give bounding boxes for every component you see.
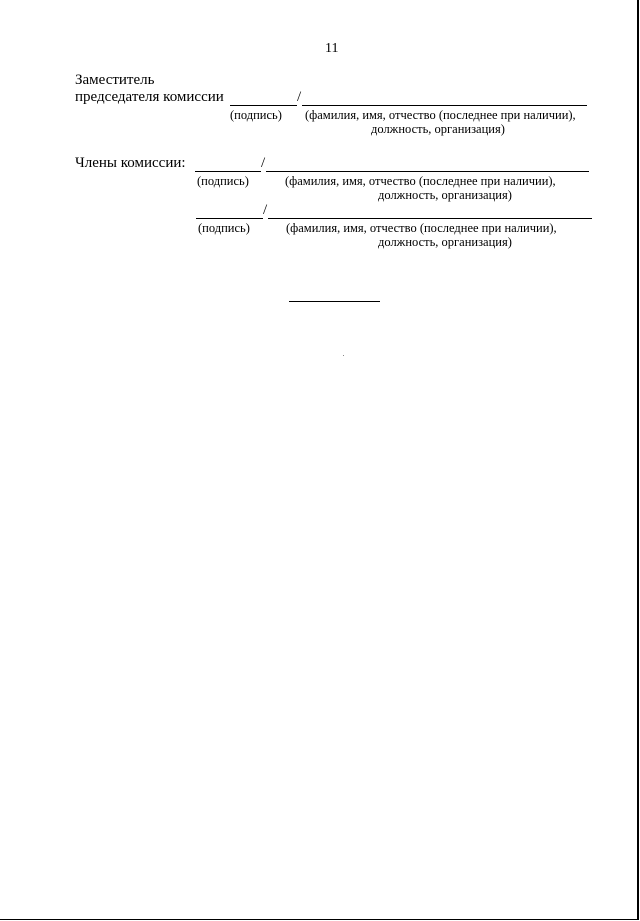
member-separator-slash: /	[261, 155, 266, 171]
deputy-separator-slash: /	[297, 89, 302, 105]
member-signature-line	[195, 171, 261, 172]
deputy-signature-caption: (подпись)	[230, 108, 282, 122]
member-name-caption-line2: должность, организация)	[378, 235, 512, 249]
deputy-name-caption-line1: (фамилия, имя, отчество (последнее при наличии),	[305, 108, 576, 122]
member-signature-line	[196, 218, 263, 219]
deputy-name-line	[302, 105, 587, 106]
deputy-signature-line	[230, 105, 297, 106]
member-name-caption-line1: (фамилия, имя, отчество (последнее при наличии),	[286, 221, 557, 235]
scan-speck	[343, 355, 344, 356]
member-signature-caption: (подпись)	[197, 174, 249, 188]
deputy-name-caption-line2: должность, организация)	[371, 122, 505, 136]
member-separator-slash: /	[263, 202, 268, 218]
member-name-caption-line2: должность, организация)	[378, 188, 512, 202]
member-name-line	[268, 218, 592, 219]
closing-rule	[289, 301, 380, 302]
deputy-label-line2: председателя комиссии	[75, 89, 224, 105]
members-label: Члены комиссии:	[75, 155, 186, 171]
page-number: 11	[325, 41, 339, 56]
member-signature-caption: (подпись)	[198, 221, 250, 235]
deputy-label-line1: Заместитель	[75, 72, 155, 88]
member-name-line	[266, 171, 589, 172]
member-name-caption-line1: (фамилия, имя, отчество (последнее при наличии),	[285, 174, 556, 188]
